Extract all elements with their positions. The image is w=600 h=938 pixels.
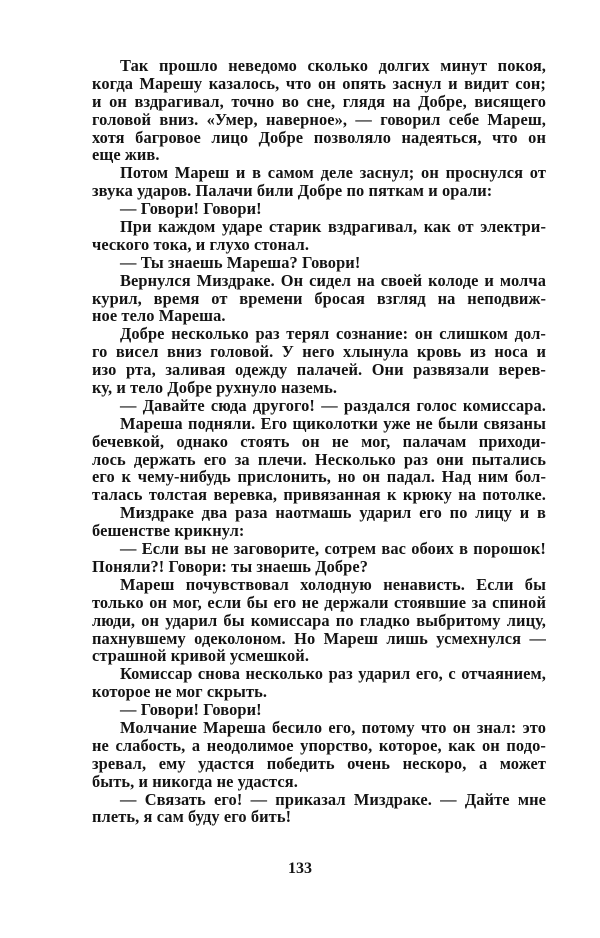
text-line: — Давайте сюда другого! — раздался голос комиссара.: [120, 395, 546, 415]
text-line: люди, он ударил бы комиссара по гладко выбритому лицу,: [92, 610, 546, 630]
text-line: талась толстая веревка, привязанная к крюку на потолке.: [92, 485, 546, 505]
text-line: его к чему-нибудь прислонить, но он падал. Над ним бол-: [92, 467, 546, 487]
text-line: страшной кривой усмешкой.: [92, 646, 310, 666]
text-line: лось держать его за плечи. Несколько раз они пытались: [92, 449, 546, 469]
text-line: пахнувшему одеколоном. Но Мареш лишь усмехнулся —: [92, 628, 546, 648]
text-line: ческого тока, и глухо стонал.: [92, 234, 310, 254]
text-line: зревал, ему удастся победить очень нескоро, а может: [92, 753, 546, 773]
text-line: — Если вы не заговорите, сотрем вас обоих в порошок!: [120, 539, 546, 559]
text-line: бечевкой, однако стоять он не мог, палачам приходи-: [92, 431, 546, 451]
text-line: — Говори! Говори!: [120, 199, 262, 219]
text-line: плеть, я сам буду его бить!: [92, 807, 292, 827]
page-body-text: [92, 57, 546, 826]
text-line: не слабость, а неодолимое упорство, которое, как он подо-: [92, 735, 546, 755]
text-line: При каждом ударе старик вздрагивал, как от электри-: [120, 217, 546, 237]
text-line: ку, и тело Добре рухнуло наземь.: [92, 378, 338, 398]
text-line: Так прошло неведомо сколько долгих минут покоя,: [120, 56, 546, 75]
text-line: Добре несколько раз терял сознание: он слишком дол-: [120, 324, 546, 344]
text-line: только он мог, если бы его не держали стоявшие за спиной: [92, 592, 546, 612]
text-line: Молчание Мареша бесило его, потому что он знал: это: [120, 717, 546, 737]
text-line: — Ты знаешь Мареша? Говори!: [120, 252, 361, 272]
text-line: — Говори! Говори!: [120, 700, 262, 720]
text-line: го висел вниз головой. У него хлынула кровь из носа и: [92, 342, 546, 362]
text-line: — Связать его! — приказал Миздраке. — Дайте мне: [120, 789, 546, 809]
text-line: Поняли?! Говори: ты знаешь Добре?: [92, 556, 369, 576]
text-line: когда Марешу казалось, что он опять заснул и видит сон;: [92, 73, 546, 93]
text-line: и он вздрагивал, точно во сне, глядя на Добре, висящего: [92, 91, 546, 111]
text-line: ное тело Мареша.: [92, 306, 226, 326]
text-line: курил, время от времени бросая взгляд на неподвиж-: [92, 288, 546, 308]
text-line: бешенстве крикнул:: [92, 521, 245, 541]
text-line: быть, и никогда не удастся.: [92, 771, 298, 791]
text-line: Мареша подняли. Его щиколотки уже не были связаны: [120, 413, 546, 433]
text-line: изо рта, заливая одежду палачей. Они развязали верев-: [92, 360, 546, 380]
text-line: головой вниз. «Умер, наверное», — говорил себе Мареш,: [92, 109, 546, 129]
text-line: звука ударов. Палачи били Добре по пяткам и орали:: [92, 181, 493, 201]
text-line: Потом Мареш и в самом деле заснул; он проснулся от: [120, 163, 546, 183]
text-line: Мареш почувствовал холодную ненависть. Если бы: [120, 574, 546, 594]
page-number: 133: [288, 860, 312, 877]
text-line: еще жив.: [92, 145, 160, 165]
text-line: Вернулся Миздраке. Он сидел на своей колоде и молча: [120, 270, 546, 290]
text-line: Миздраке два раза наотмашь ударил его по лицу и в: [120, 503, 546, 523]
text-line: хотя багровое лицо Добре позволяло надеяться, что он: [92, 127, 546, 147]
text-line: Комиссар снова несколько раз ударил его, с отчаянием,: [120, 664, 546, 684]
text-line: которое не мог скрыть.: [92, 682, 268, 702]
